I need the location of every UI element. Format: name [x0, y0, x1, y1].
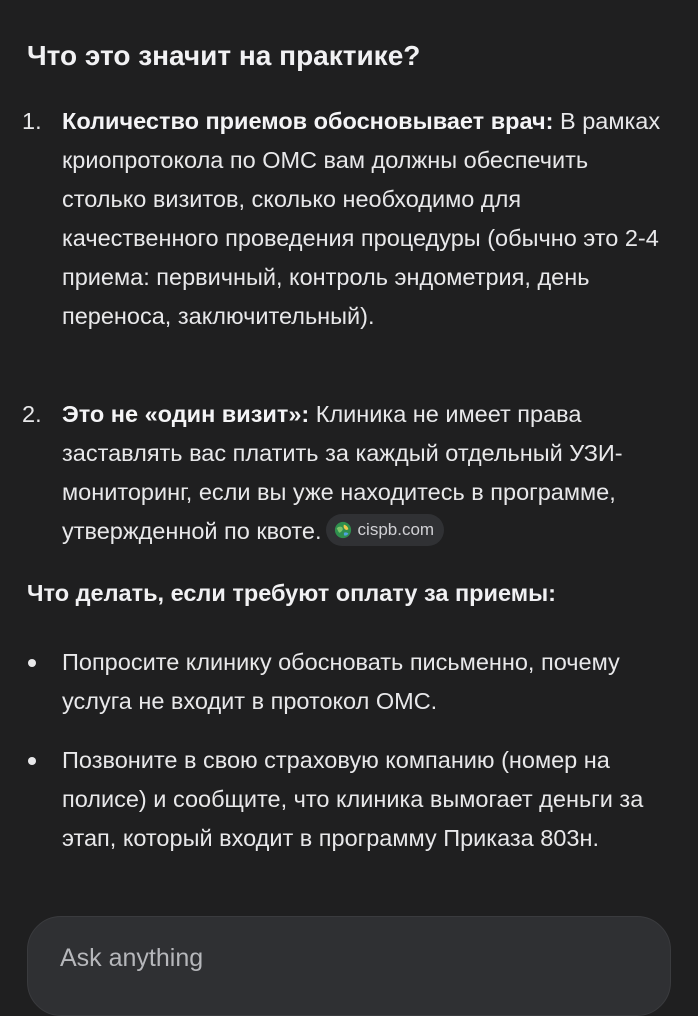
section-subheading: Что делать, если требуют оплату за приемы: [27, 580, 556, 606]
bullet-dot [28, 659, 36, 667]
section-heading: Что это значит на практике? [27, 40, 421, 71]
list-item-bold-lead: Это не «один визит»: [62, 401, 310, 427]
list-item-body: Клиника не имеет права заставлять вас платить за каждый отдельный УЗИ-мониторинг, если вы уже находитесь в программе, утвержденной по квоте. [62, 401, 623, 544]
list-item-text [62, 395, 674, 551]
source-chip-label: cispb.com [357, 519, 435, 539]
chat-input-bar[interactable] [27, 916, 671, 1016]
list-item-text [62, 102, 674, 336]
list-number: 1. [22, 108, 42, 134]
list-item-text: Попросите клинику обосновать письменно, почему услуга не входит в протокол ОМС. [62, 649, 620, 714]
list-item-bold-lead: Количество приемов обосновывает врач: [62, 108, 554, 134]
bullet-dot [28, 757, 36, 765]
globe-icon [334, 521, 352, 539]
source-chip[interactable] [326, 514, 445, 546]
list-item-body: В рамках криопротокола по ОМС вам должны обеспечить столько визитов, сколько необходимо для качественного проведения процедуры (обычно это 2-4 приема: первичный, контроль эндометрия, день переноса, заключительный). [62, 108, 661, 329]
list-number: 2. [22, 401, 42, 427]
chat-input-placeholder[interactable]: Ask anything [60, 944, 204, 972]
list-item-text: Позвоните в свою страховую компанию (номер на полисе) и сообщите, что клиника вымогает деньги за этап, который входит в программу Приказа 803н. [62, 747, 644, 851]
